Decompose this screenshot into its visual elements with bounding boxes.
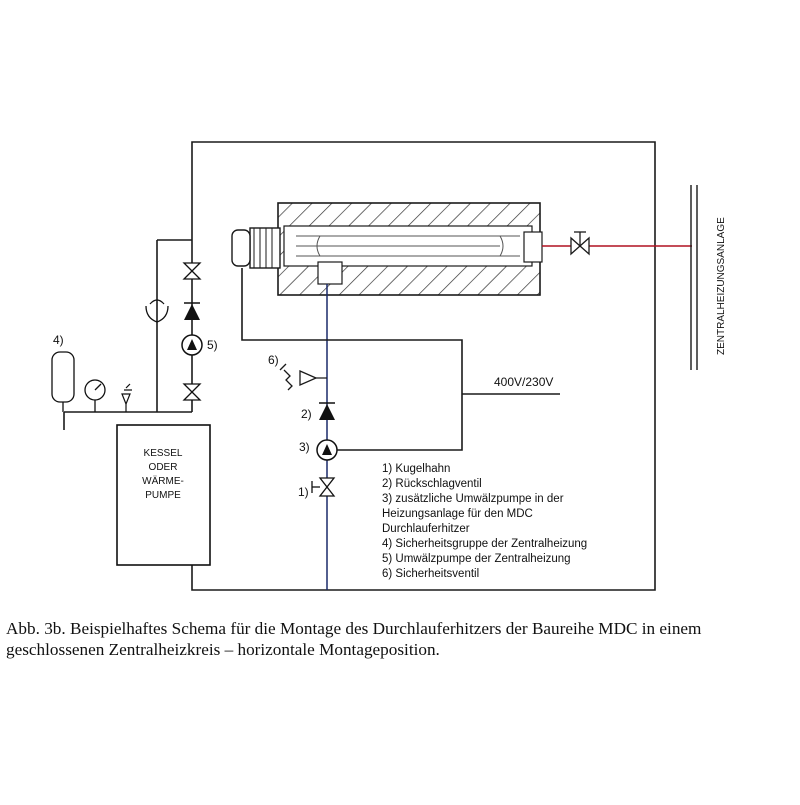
boiler-label-line-1: KESSEL <box>143 448 183 459</box>
boiler-label-line-3: WÄRME- <box>142 476 184 487</box>
boiler <box>117 425 210 565</box>
label-item-4: 4) <box>53 333 64 347</box>
heating-system-bar <box>691 185 697 370</box>
legend-line-3: 3) zusätzliche Umwälzpumpe in der <box>382 493 564 505</box>
outlet-pipe <box>542 232 692 254</box>
left-branch-valve-bottom <box>184 384 200 400</box>
ball-valve-1 <box>312 478 334 496</box>
legend <box>382 463 587 580</box>
legend-line-8: 6) Sicherheitsventil <box>382 568 480 580</box>
label-item-5: 5) <box>207 338 218 352</box>
power-supply-label: 400V/230V <box>494 375 554 389</box>
flow-heater <box>232 203 542 295</box>
expansion-vessel <box>52 352 74 412</box>
legend-line-2: 2) Rückschlagventil <box>382 478 482 490</box>
legend-line-1: 1) Kugelhahn <box>382 463 451 475</box>
label-item-2: 2) <box>301 407 312 421</box>
check-valve-2 <box>319 403 335 420</box>
boiler-label-line-2: ODER <box>148 462 178 473</box>
label-item-1: 1) <box>298 485 309 499</box>
legend-line-7: 5) Umwälzpumpe der Zentralheizung <box>382 553 571 565</box>
boiler-label-line-4: PUMPE <box>145 490 181 501</box>
legend-line-6: 4) Sicherheitsgruppe der Zentralheizung <box>382 538 588 550</box>
left-branch-valve-top <box>184 263 200 279</box>
legend-line-4: Heizungsanlage für den MDC <box>382 508 533 520</box>
left-branch-check-valve <box>184 303 200 320</box>
pressure-gauge <box>85 380 105 412</box>
heating-system-label: ZENTRALHEIZUNGSANLAGE <box>716 217 727 355</box>
legend-line-5: Durchlauferhitzer <box>382 523 470 535</box>
safety-valve-6 <box>280 364 316 390</box>
pump-3 <box>317 440 337 460</box>
figure-caption: Abb. 3b. Beispielhaftes Schema für die Montage des Durchlauferhitzers der Baureihe MDC in einem geschlossenen Zentralheizkreis – horizontale Montageposition. <box>6 619 702 659</box>
vent-valve <box>122 384 132 412</box>
label-item-6: 6) <box>268 353 279 367</box>
label-item-3: 3) <box>299 440 310 454</box>
pump-5 <box>182 335 202 355</box>
